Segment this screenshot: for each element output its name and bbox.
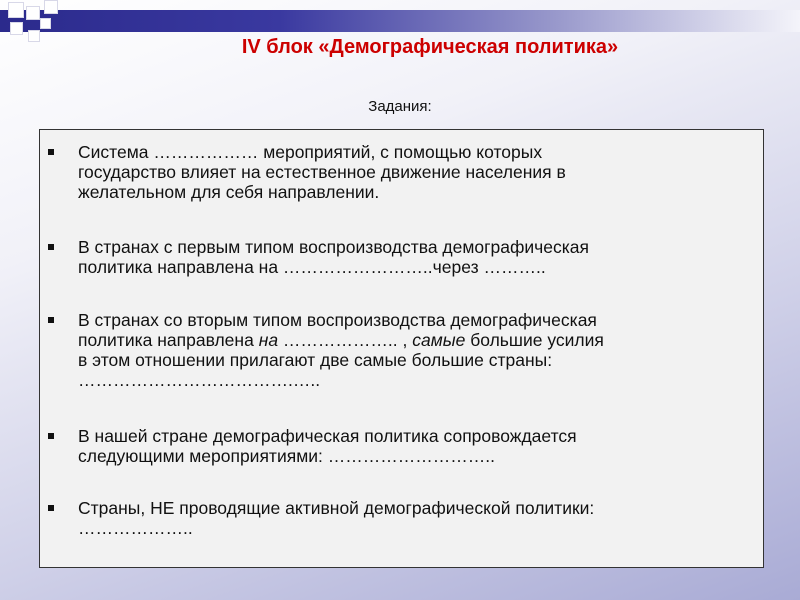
italic-text: самые [412,330,466,350]
task-line: следующими мероприятиями: ……………………….. [78,446,495,466]
task-item-4 [78,426,758,466]
task-line: Страны, НЕ проводящие активной демографической политики: [78,498,595,518]
task-item-5 [78,498,758,538]
slide-title: IV блок «Демографическая политика» [241,36,619,58]
task-line: политика направлена на ……………………..через ……….. [78,257,546,277]
text-segment: политика направлена [78,330,259,350]
tasks-box [39,129,764,568]
slide-subtitle: Задания: [368,98,432,115]
task-line: желательном для себя направлении. [78,182,380,202]
task-line: ……………………………….….. [78,370,321,390]
task-line: ……………….. [78,518,193,538]
task-item-1 [78,142,758,202]
task-line: в этом отношении прилагают две самые большие страны: [78,350,553,370]
task-line: Система ……………… мероприятий, с помощью которых [78,142,543,162]
task-line: государство влияет на естественное движение населения в [78,162,566,182]
bullet-icon [48,244,54,250]
task-item-2 [78,237,758,277]
task-line [78,330,758,350]
italic-text: на [258,330,279,350]
task-item-3 [78,310,758,390]
bullet-icon [48,149,54,155]
bullet-icon [48,433,54,439]
task-line: В странах с первым типом воспроизводства демографическая [78,237,590,257]
text-segment: большие усилия [465,330,604,350]
task-line: В нашей стране демографическая политика сопровождается [78,426,577,446]
text-segment: ……………….. , [278,330,413,350]
header-bar [0,10,800,32]
bullet-icon [48,317,54,323]
task-line: В странах со вторым типом воспроизводства демографическая [78,310,597,330]
bullet-icon [48,505,54,511]
